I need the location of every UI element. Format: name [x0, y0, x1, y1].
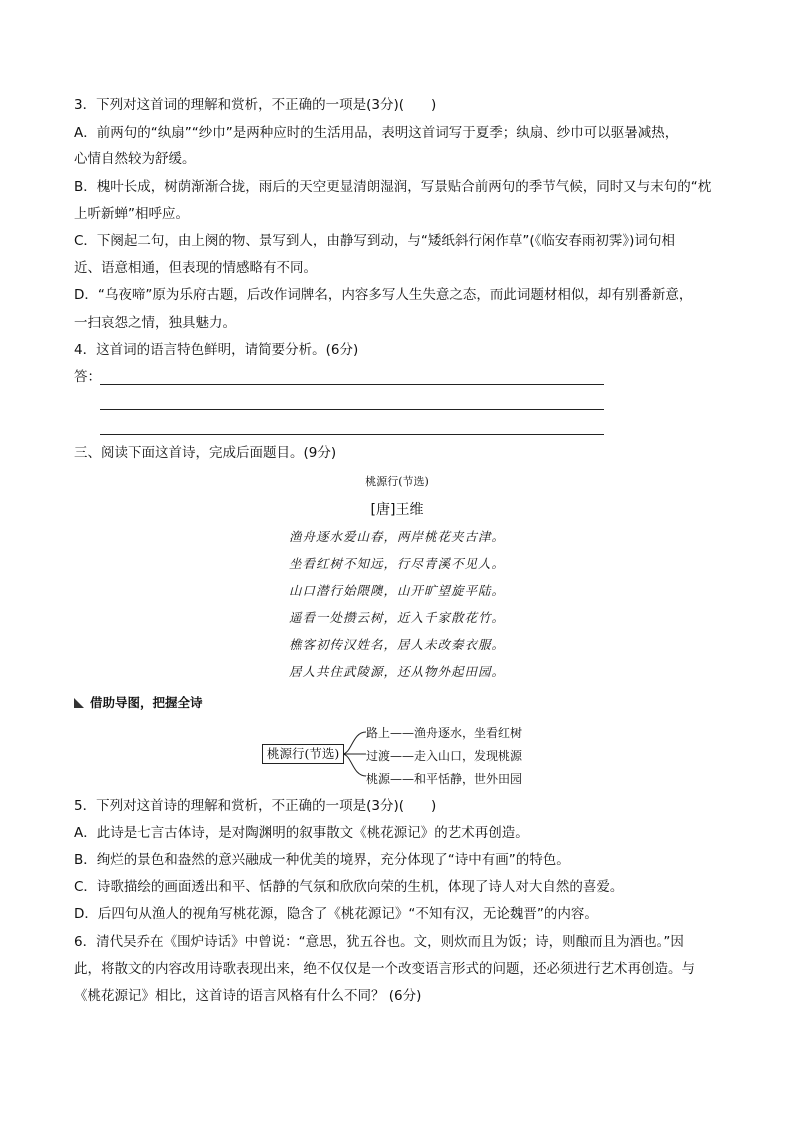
brace-top — [342, 732, 366, 754]
q6-stem-line-3: 《桃花源记》相比，这首诗的语言风格有什么不同？ (6分) — [74, 988, 422, 1004]
q5-option-b: B．绚烂的景色和盎然的意兴融成一种优美的境界，充分体现了“诗中有画”的特色。 — [74, 852, 570, 868]
triangle-marker-icon — [74, 698, 84, 708]
q3-stem: 3．下列对这首词的理解和赏析，不正确的一项是(3分)( ) — [74, 97, 437, 113]
q6-stem-line-1: 6．清代吴乔在《围炉诗话》中曾说：“意思，犹五谷也。文，则炊而且为饭；诗，则酿而且为酒也。”因 — [74, 934, 684, 950]
mindmap-root: 桃源行(节选) — [262, 744, 344, 764]
q5-option-d: D．后四句从渔人的视角写桃花源，隐含了《桃花源记》“不知有汉，无论魏晋”的内容。 — [74, 906, 598, 922]
answer-line-3[interactable] — [100, 434, 604, 435]
mindmap-branch: 过渡——走入山口，发现桃源 — [366, 749, 523, 763]
poem-line: 坐看红树不知远，行尽青溪不见人。 — [288, 556, 505, 571]
brace-bottom — [342, 754, 366, 776]
poem-line: 樵客初传汉姓名，居人未改秦衣服。 — [288, 637, 505, 652]
poem-line: 遥看一处攒云树，近入千家散花竹。 — [288, 610, 505, 625]
poem-author: [唐]王维 — [370, 502, 424, 518]
poem-title: 桃源行(节选) — [365, 475, 429, 488]
section3-heading: 三、阅读下面这首诗，完成后面题目。(9分) — [74, 445, 337, 461]
q3-option-b-cont: 上听新蝉”相呼应。 — [74, 206, 189, 222]
q3-option-a: A．前两句的“纨扇”“纱巾”是两种应时的生活用品，表明这首词写于夏季；纨扇、纱巾可以驱暑减热， — [74, 125, 679, 141]
q3-option-c-cont: 近、语意相通，但表现的情感略有不同。 — [74, 260, 317, 276]
q6-stem-line-2: 此，将散文的内容改用诗歌表现出来，绝不仅仅是一个改变语言形式的问题，还必须进行艺术再创造。与 — [74, 961, 695, 977]
q3-option-b: B．槐叶长成，树荫渐渐合拢，雨后的天空更显清朗湿润，写景贴合前两句的季节气候，同时又与末句的“枕 — [74, 179, 712, 195]
q5-option-a: A．此诗是七言古体诗，是对陶渊明的叙事散文《桃花源记》的艺术再创造。 — [74, 825, 529, 841]
poem-line: 居人共住武陵源，还从物外起田园。 — [288, 664, 505, 679]
q5-stem: 5．下列对这首诗的理解和赏析，不正确的一项是(3分)( ) — [74, 798, 437, 814]
q3-option-a-cont: 心情自然较为舒缓。 — [74, 151, 196, 167]
answer-line-2[interactable] — [100, 409, 604, 410]
q5-option-c: C．诗歌描绘的画面透出和平、恬静的气氛和欣欣向荣的生机，体现了诗人对大自然的喜爱。 — [74, 879, 624, 895]
guide-heading — [74, 693, 203, 711]
q3-option-d: D．“乌夜啼”原为乐府古题，后改作词牌名，内容多写人生失意之态，而此词题材相似，却有别番新意， — [74, 287, 693, 303]
mindmap-branch: 桃源——和平恬静，世外田园 — [366, 772, 523, 786]
q4-answer-label: 答： — [74, 369, 101, 385]
guide-title-text: 借助导图，把握全诗 — [90, 695, 203, 710]
q3-option-d-cont: 一扫哀怨之情，独具魅力。 — [74, 315, 236, 331]
q4-stem: 4．这首词的语言特色鲜明，请简要分析。(6分) — [74, 342, 359, 358]
mindmap-branch: 路上——渔舟逐水，坐看红树 — [366, 726, 523, 740]
answer-line-1[interactable] — [100, 384, 604, 385]
poem-line: 渔舟逐水爱山春，两岸桃花夹古津。 — [288, 529, 505, 544]
poem-line: 山口潜行始隈隩，山开旷望旋平陆。 — [288, 583, 505, 598]
q3-option-c: C．下阕起二句，由上阕的物、景写到人，由静写到动，与“矮纸斜行闲作草”(《临安春雨初霁》)词句相 — [74, 233, 675, 249]
